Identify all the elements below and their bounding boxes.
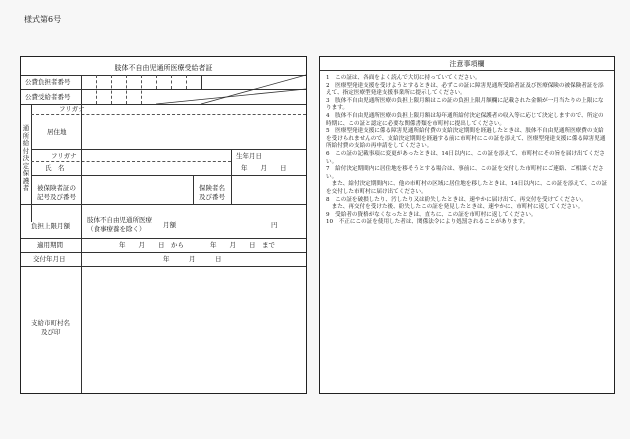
note-item: 2 医療型発達支援を受けようとするときは、必ずこの証に障害児通所受給者証及び医療保険の被保険者証を添えて、指定医療型発達支援事業所に提示してください。 — [326, 82, 604, 97]
insured-card-label-2: 記号及び番号 — [37, 193, 76, 201]
divider — [21, 266, 306, 267]
public-payer-no-label: 公費負担者番号 — [25, 78, 71, 86]
birth-date-value: 年 月 日 — [241, 164, 287, 172]
divider — [31, 175, 306, 176]
birth-label: 生年月日 — [236, 152, 262, 160]
note-item: 5 医療型発達支援に係る障害児通所給付費の支給決定期間を経過したときは、肢体不自由児通所医療費の支給を受けられませんので、支給決定期間を経過する前に市町村にこの証を添えて、医療型発達支援に係る障害児通所給付費の支給の再申請をしてください。 — [326, 128, 606, 150]
yen-label: 円 — [271, 221, 278, 229]
insurer-label-1: 保険者名 — [199, 184, 225, 192]
divider — [21, 204, 306, 205]
monthly-label: 月額 — [163, 221, 176, 229]
note-item: 10 不正にこの証を使用した者は、関係法令により処罰されることがあります。 — [326, 219, 529, 226]
divider — [81, 266, 82, 393]
furigana-label-2: フリガナ — [51, 152, 77, 160]
note-item: 9 受給者の資格がなくなったときは、直ちに、この証を市町村に返してください。 — [326, 211, 537, 218]
burden-desc-1: 肢体不自由児通所医療 — [87, 216, 152, 224]
divider — [31, 149, 306, 150]
divider — [193, 175, 194, 204]
note-item: 6 この証の記載事項に変更があったときは、14日以内に、この証を添えて、市町村にその旨を届け出てください。 — [326, 150, 606, 165]
period-value: 年 月 日 から 年 月 日 まで — [119, 241, 275, 249]
name-label: 氏 名 — [45, 164, 65, 172]
notes-panel — [319, 56, 615, 394]
note-item: 4 肢体不自由児通所医療の負担上限月額は毎年通所給付決定保護者の収入等に応じて決定しますので、所定の時期に、この証と認定に必要な関係書類を市町村に提出してください。 — [326, 112, 604, 127]
notes-title: 注意事項欄 — [449, 60, 485, 68]
divider — [231, 175, 232, 204]
public-recipient-no-label: 公費受給者番号 — [25, 93, 71, 101]
divider — [21, 238, 306, 239]
address-label: 居住地 — [47, 128, 67, 136]
burden-limit-label: 負担上限月額 — [31, 222, 70, 230]
divider — [21, 252, 306, 253]
note-item: また、給付決定期間内に、他の市町村の区域に居住地を移したときは、14日以内に、この証を添えて、この証を交付した市町村に届け出てください。 — [326, 181, 608, 195]
period-label: 適用期間 — [37, 241, 63, 249]
notes-list — [326, 75, 608, 227]
certificate-panel — [20, 56, 307, 394]
municipality-label-1: 支給市町村名 — [31, 319, 70, 327]
note-item: 1 この証は、各面をよく読んで大切に持っていてください。 — [326, 75, 481, 81]
divider — [31, 114, 306, 115]
note-item: 3 肢体不自由児通所医療の負担上限月額はこの証の負担上限月額欄に記載された金額が一月当たりの上限になります。 — [326, 97, 604, 112]
note-item: 8 この証を破損したり、汚したり又は紛失したときは、速やかに届け出て、再交付を受けてください。 — [326, 196, 587, 203]
divider — [81, 204, 82, 266]
form-number: 様式第6号 — [24, 15, 62, 24]
insurer-label-2: 及び番号 — [199, 193, 225, 201]
divider — [320, 70, 614, 71]
divider — [231, 149, 232, 175]
issue-label: 交付年月日 — [33, 255, 66, 263]
guardian-label: 通所給付決定保護者 — [22, 124, 30, 192]
note-item: 7 給付決定期間内に居住地を移そうとする場合は、事前に、この証を交付した市町村にご連絡、ご相談ください。 — [326, 166, 604, 180]
note-item: また、再交付を受けた後、紛失したこの証を発見したときは、速やかに、市町村に返してください。 — [326, 204, 584, 211]
insured-card-label-1: 被保険者証の — [37, 184, 76, 192]
furigana-label: フリガナ — [59, 105, 85, 113]
issue-value: 年 月 日 — [163, 255, 222, 263]
certificate-title: 肢体不自由児通所医療受給者証 — [114, 64, 213, 72]
burden-desc-2: （食事療養を除く） — [87, 225, 146, 233]
divider — [31, 161, 231, 162]
municipality-label-2: 及び印 — [41, 328, 61, 336]
